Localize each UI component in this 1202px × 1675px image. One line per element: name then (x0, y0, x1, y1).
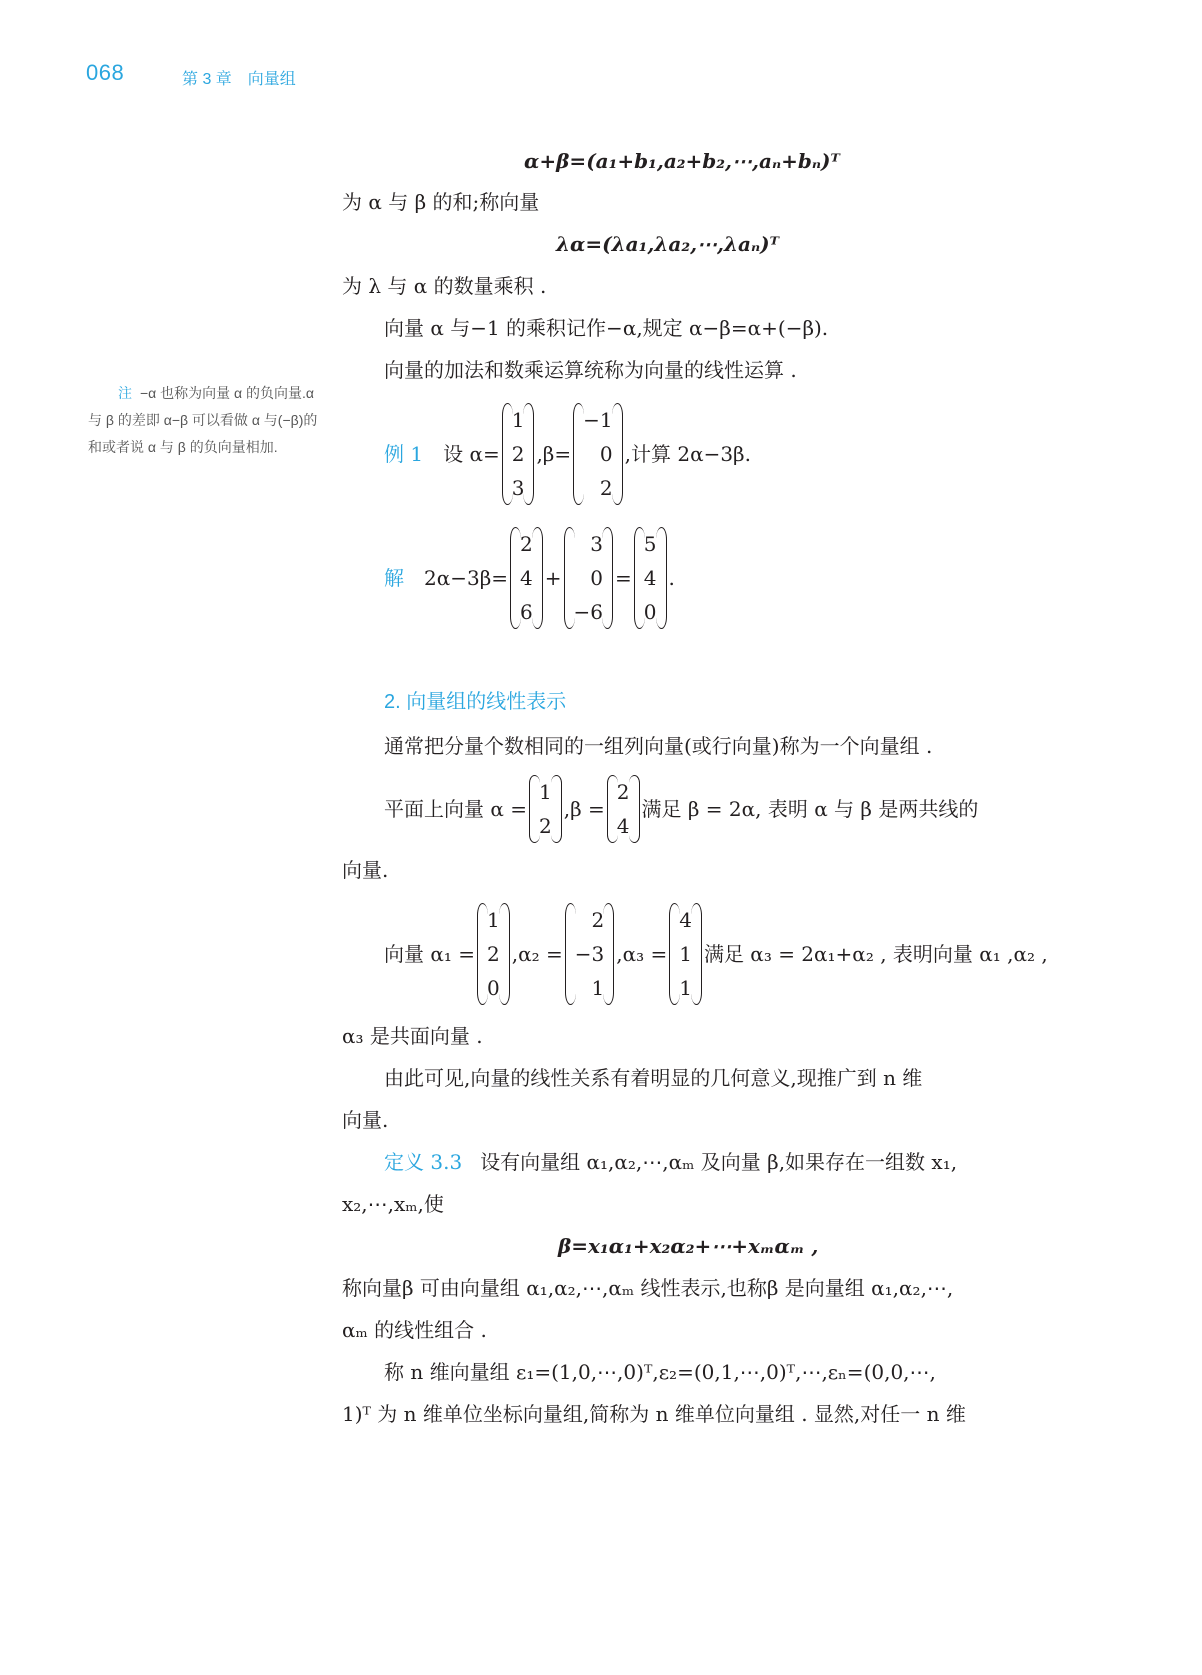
body-line: 为 α 与 β 的和;称向量 (342, 190, 540, 214)
body-line: 由此可见,向量的线性关系有着明显的几何意义,现推广到 n 维 (384, 1066, 923, 1090)
body-line: 向量. (342, 858, 389, 882)
body-line: x₂,⋯,xₘ,使 (342, 1192, 444, 1216)
three-vectors: 向量 α₁ = 1 2 0 ,α₂ = 2 −3 1 ,α₃ = 4 1 1 满足 α₃ = 2α₁+α₂ , 表明向量 α₁ ,α₂ , (384, 898, 1048, 1010)
body-line: α₃ 是共面向量 . (342, 1024, 483, 1048)
page-number: 068 (86, 60, 125, 85)
definition-label: 定义 3.3 (384, 1150, 463, 1174)
matrix-beta: −1 0 2 (575, 403, 620, 505)
section-heading: 2. 向量组的线性表示 (384, 691, 567, 713)
example-prefix: 设 α= (443, 442, 500, 466)
body-line: 向量. (342, 1108, 389, 1132)
body-line: 称向量β 可由向量组 α₁,α₂,⋯,αₘ 线性表示,也称β 是向量组 α₁,α₂,⋯, (342, 1276, 954, 1300)
matrix: 1 2 0 (479, 903, 508, 1005)
side-note (88, 380, 328, 461)
side-note-text: −α 也称为向量 α 的负向量.α 与 β 的差即 α−β 可以看做 α 与(−β)的和或者说 α 与 β 的负向量相加. (88, 385, 318, 455)
plane-vectors: 平面上向量 α = 1 2 ,β = 2 4 满足 β = 2α, 表明 α 与 β 是两共线的 (384, 774, 978, 844)
matrix-alpha: 1 2 3 (504, 403, 533, 505)
example-label: 例 1 (384, 442, 424, 466)
body-line: αₘ 的线性组合 . (342, 1318, 487, 1342)
body-line: 向量的加法和数乘运算统称为向量的线性运算 . (384, 358, 797, 382)
solution: 解 2α−3β= 2 4 6 + 3 0 −6 = 5 4 0 . (384, 522, 675, 634)
side-note-label: 注 (118, 385, 132, 401)
matrix: 3 0 −6 (566, 527, 611, 629)
formula-lincomb: β=x₁α₁+x₂α₂+⋯+xₘαₘ , (558, 1234, 819, 1258)
body-line: 向量 α 与−1 的乘积记作−α,规定 α−β=α+(−β). (384, 316, 829, 340)
matrix: 2 −3 1 (567, 903, 612, 1005)
matrix: 2 4 (609, 775, 638, 843)
solution-label: 解 (384, 566, 404, 590)
matrix: 4 1 1 (671, 903, 700, 1005)
matrix: 5 4 0 (636, 527, 665, 629)
body-line: 通常把分量个数相同的一组列向量(或行向量)称为一个向量组 . (384, 734, 933, 758)
matrix: 2 4 6 (512, 527, 541, 629)
chapter-title: 第 3 章 向量组 (182, 71, 296, 88)
definition: 定义 3.3 设有向量组 α₁,α₂,⋯,αₘ 及向量 β,如果存在一组数 x₁, (384, 1150, 958, 1174)
formula-scalar: λα=(λa₁,λa₂,⋯,λaₙ)ᵀ (556, 232, 779, 256)
matrix: 1 2 (531, 775, 560, 843)
body-line: 1)ᵀ 为 n 维单位坐标向量组,简称为 n 维单位向量组 . 显然,对任一 n 维 (342, 1402, 966, 1426)
example-1: 例 1 设 α= 1 2 3 ,β= −1 0 2 ,计算 2α−3β. (384, 398, 751, 510)
formula-sum: α+β=(a₁+b₁,a₂+b₂,⋯,aₙ+bₙ)ᵀ (524, 149, 840, 173)
body-line: 为 λ 与 α 的数量乘积 . (342, 274, 547, 298)
body-line: 称 n 维向量组 ε₁=(1,0,⋯,0)ᵀ,ε₂=(0,1,⋯,0)ᵀ,⋯,εₙ=(0,0,⋯, (384, 1360, 936, 1384)
